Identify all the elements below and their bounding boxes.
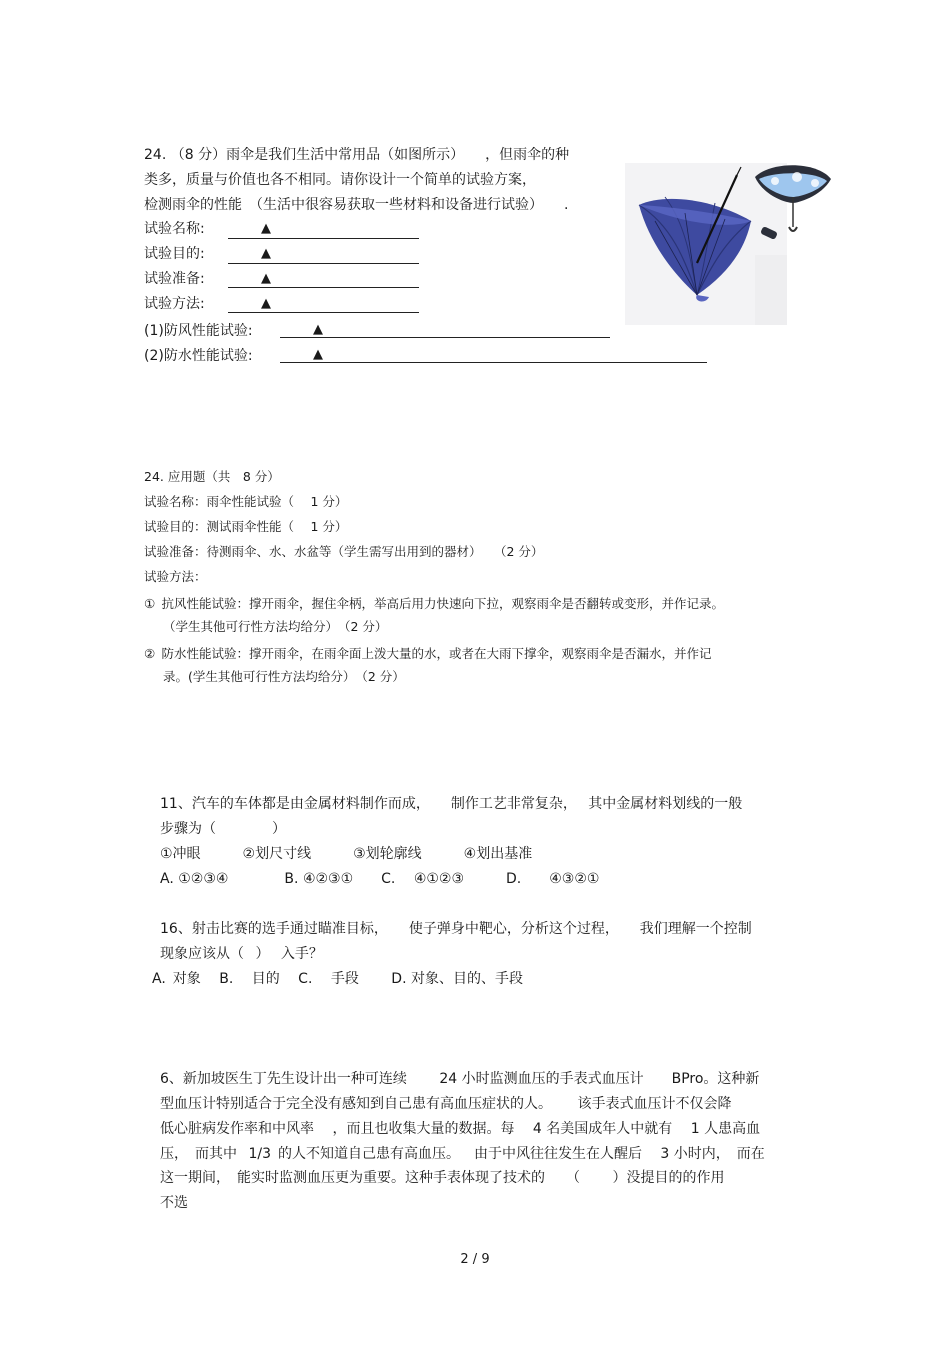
- answer-method-1-line-1: ① 抗风性能试验：撑开雨伞，握住伞柄，举高后用力快速向下拉，观察雨伞是否翻转或变形，并作记录。: [144, 596, 724, 611]
- q24-line-3: 检测雨伞的性能 （生活中很容易获取一些材料和设备进行试验） .: [144, 197, 569, 213]
- answer-method-1-line-2: （学生其他可行性方法均给分） （2 分）: [163, 619, 388, 634]
- q11-line-1: 11、汽车的车体都是由金属材料制作而成， 制作工艺非常复杂， 其中金属材料划线的一般: [160, 796, 743, 812]
- page-number: 2 / 9: [460, 1252, 490, 1267]
- field-blank-name: [228, 221, 419, 239]
- q6-line-6: 不选: [160, 1195, 188, 1211]
- q6-line-2: 型血压计特别适合于完全没有感知到自己患有高血压症状的人。 该手表式血压计不仅会降: [160, 1096, 732, 1112]
- triangle-mark: ▲: [261, 221, 271, 236]
- sub1-blank: [280, 320, 610, 338]
- answer-prep: 试验准备：待测雨伞、水、水盆等（学生需写出用到的器材） （2 分）: [144, 544, 544, 559]
- field-label-prep: 试验准备:: [144, 271, 205, 287]
- q11-steps: ①冲眼 ②划尺寸线 ③划轮廓线 ④划出基准: [160, 846, 533, 862]
- q24-line-1: 24. （8 分）雨伞是我们生活中常用品（如图所示） ，但雨伞的种: [144, 147, 570, 163]
- answer-method-2-line-1: ② 防水性能试验：撑开雨伞，在雨伞面上泼大量的水，或者在大雨下撑伞，观察雨伞是否漏水，并作记: [144, 646, 712, 661]
- triangle-mark: ▲: [313, 347, 323, 362]
- field-blank-prep: [228, 270, 419, 288]
- answer-title: 24. 应用题（共 8 分）: [144, 469, 280, 484]
- answer-method: 试验方法：: [144, 569, 207, 584]
- field-label-method: 试验方法:: [144, 296, 205, 312]
- field-blank-purpose: [228, 246, 419, 264]
- answer-method-2-line-2: 录。(学生其他可行性方法均给分） （2 分）: [163, 669, 405, 684]
- umbrella-illustration: [625, 163, 835, 325]
- answer-name: 试验名称：雨伞性能试验（ 1 分）: [144, 494, 348, 509]
- q11-options: A. ①②③④ B. ④②③① C. ④①②③ D. ④③②①: [160, 871, 600, 887]
- q6-line-4: 压， 而其中 1/3 的人不知道自己患有高血压。 由于中风往往发生在人醒后 3 小时内， 而在: [160, 1146, 765, 1162]
- q16-line-2: 现象应该从（ ） 入手？: [160, 946, 323, 962]
- q16-line-1: 16、射击比赛的选手通过瞄准目标， 使子弹身中靶心，分析这个过程， 我们理解一个控制: [160, 921, 752, 937]
- triangle-mark: ▲: [261, 296, 271, 311]
- field-label-name: 试验名称:: [144, 221, 205, 237]
- triangle-mark: ▲: [313, 322, 323, 337]
- field-label-purpose: 试验目的:: [144, 246, 205, 262]
- sub1-label: (1)防风性能试验:: [144, 323, 253, 339]
- sub2-label: (2)防水性能试验:: [144, 348, 253, 364]
- sub2-blank: [280, 345, 707, 363]
- field-blank-method: [228, 295, 419, 313]
- answer-purpose: 试验目的：测试雨伞性能（ 1 分）: [144, 519, 348, 534]
- q16-options: A. 对象 B. 目的 C. 手段 D. 对象、目的、手段: [152, 971, 523, 987]
- triangle-mark: ▲: [261, 246, 271, 261]
- triangle-mark: ▲: [261, 271, 271, 286]
- q6-line-1: 6、新加坡医生丁先生设计出一种可连续 24 小时监测血压的手表式血压计 BPro。这种新: [160, 1071, 760, 1087]
- q6-line-5: 这一期间， 能实时监测血压更为重要。这种手表体现了技术的 （ ）没提目的的作用: [160, 1170, 725, 1186]
- q6-line-3: 低心脏病发作率和中风率 ，而且也收集大量的数据。每 4 名美国成年人中就有 1 人患高血: [160, 1121, 761, 1137]
- q11-line-2: 步骤为（ ）: [160, 821, 286, 837]
- q24-line-2: 类多，质量与价值也各不相同。请你设计一个简单的试验方案，: [144, 172, 536, 188]
